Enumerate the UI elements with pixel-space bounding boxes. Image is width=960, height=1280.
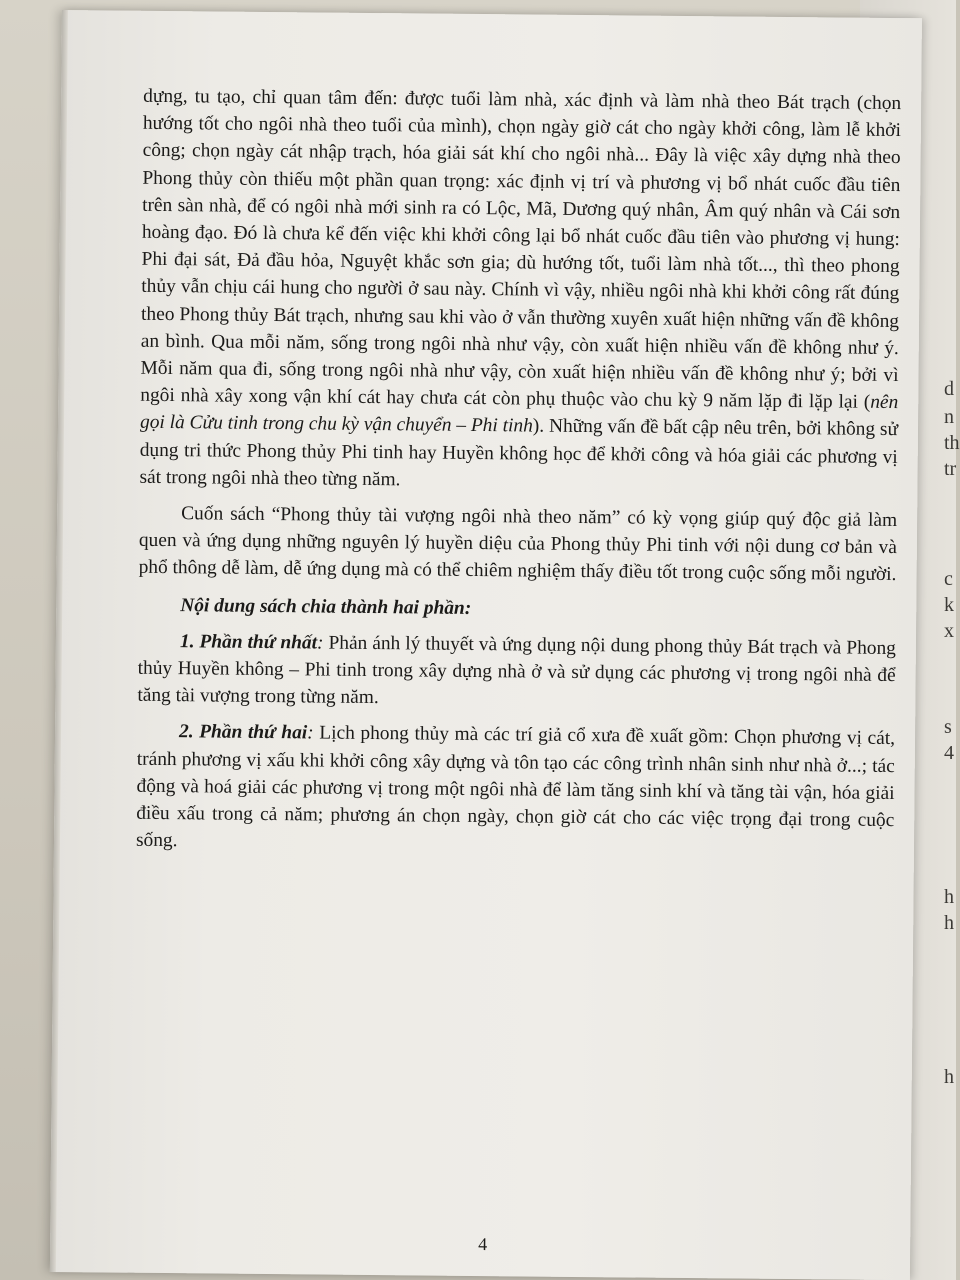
underlying-text: 4 [944, 742, 954, 764]
underlying-text: s [944, 716, 952, 738]
underlying-text: th [944, 432, 960, 454]
page-number: 4 [478, 1234, 488, 1255]
part-2-label: 2. Phần thứ hai [178, 721, 308, 744]
paragraph-2: Cuốn sách “Phong thủy tài vượng ngôi nhà theo năm” có kỳ vọng giúp quý độc giả làm quen và ứng dụng những nguyên lý huyền diệu của Phong thủy Phi tinh với nội dung cơ bản và phổ thông dễ làm, dễ ứng dụng mà có thể chiêm nghiệm thấy điều tốt trong cuộc sống mỗi người. [138, 503, 898, 586]
italic-phrase: nên gọi là Cửu tinh trong chu kỳ vận chuyển – Phi tinh [139, 392, 899, 437]
underlying-text: n [944, 406, 954, 428]
underlying-text: d [944, 378, 954, 400]
part-2-paragraph: 2. Phần thứ hai: Lịch phong thủy mà các trí giả cổ xưa đề xuất gồm: Chọn phương vị cát, tránh phương vị xấu khi khởi công xây dựng và tôn tạo các công trình nhân sinh như nhà ở...; tác động và hoá giải các phương vị trong một ngôi nhà để làm tăng sinh khí và tăng tài vận, hóa giải điều xấu trong cả năm; phương án chọn ngày, chọn giờ cát cho các việc trọng đại trong cuộc sống. [135, 721, 896, 852]
underlying-text: tr [944, 458, 957, 480]
section-heading: Nội dung sách chia thành hai phần: [180, 594, 472, 619]
part-1-paragraph: 1. Phần thứ nhất: Phản ánh lý thuyết và ứng dụng nội dung phong thủy Bát trạch và Phong thủy Huyền không – Phi tinh trong xây dựng nhà ở và sử dụng các phương vị trong ngôi nhà để tăng tài vượng trong từng năm. [137, 631, 897, 709]
underlying-text: h [944, 1066, 954, 1088]
paragraph-1: dựng, tu tạo, chỉ quan tâm đến: được tuổi làm nhà, xác định và làm nhà theo Bát trạch (chọn hướng tốt cho ngôi nhà theo tuổi của mình), chọn ngày giờ cát cho ngày khởi công, làm lễ khởi công; chọn ngày cát nhập trạch, hóa giải sát khí cho ngôi nhà... Đây là việc xây dựng nhà theo Phong thủy còn thiếu một phần quan trọng: xác định vị trí và phương vị bổ nhát cuốc đầu tiên trên sàn nhà, để có ngôi nhà mới sinh ra có Lộc, Mã, Dương quý nhân, Âm quý nhân và Cái sơn hoàng đạo. Đó là chưa kể đến việc khi khởi công lại bổ nhát cuốc đầu tiên vào phương vị hung: Phi đại sát, Đả đầu hỏa, Nguyệt khắc sơn gia; dù hướng tốt, tuổi làm nhà tốt..., thì theo phong thủy vẫn chịu cái hung cho người ở sau này. Chính vì vậy, nhiều ngôi nhà khi khởi công rất đúng theo Phong thủy Bát trạch, nhưng sau khi vào ở vẫn thường xuyên xuất hiện những vấn đề không an bình. Qua mỗi năm, sống trong ngôi nhà như vậy, còn xuất hiện nhiều vấn đề không như ý. Mỗi năm qua đi, sống trong ngôi nhà như vậy, còn xuất hiện nhiều vấn đề không như ý; bởi vì ngôi nhà xây xong vận khí cát hay chưa cát còn phụ thuộc vào chu kỳ 9 năm lặp đi lặp lại (nên gọi là Cửu tinh trong chu kỳ vận chuyển – Phi tinh). Những vấn đề bất cập nêu trên, bởi không sử dụng tri thức Phong thủy Phi tinh hay Huyền không học để khởi công và hóa giải các phương vị sát trong ngôi nhà theo từng năm. [139, 85, 902, 491]
underlying-text: h [944, 886, 954, 908]
underlying-text: c [944, 568, 953, 590]
book-page [50, 10, 922, 1280]
underlying-text: x [944, 620, 954, 642]
underlying-text: h [944, 912, 954, 934]
underlying-text: k [944, 594, 954, 616]
body-text [136, 83, 901, 862]
part-1-label: 1. Phần thứ nhất [179, 631, 318, 654]
